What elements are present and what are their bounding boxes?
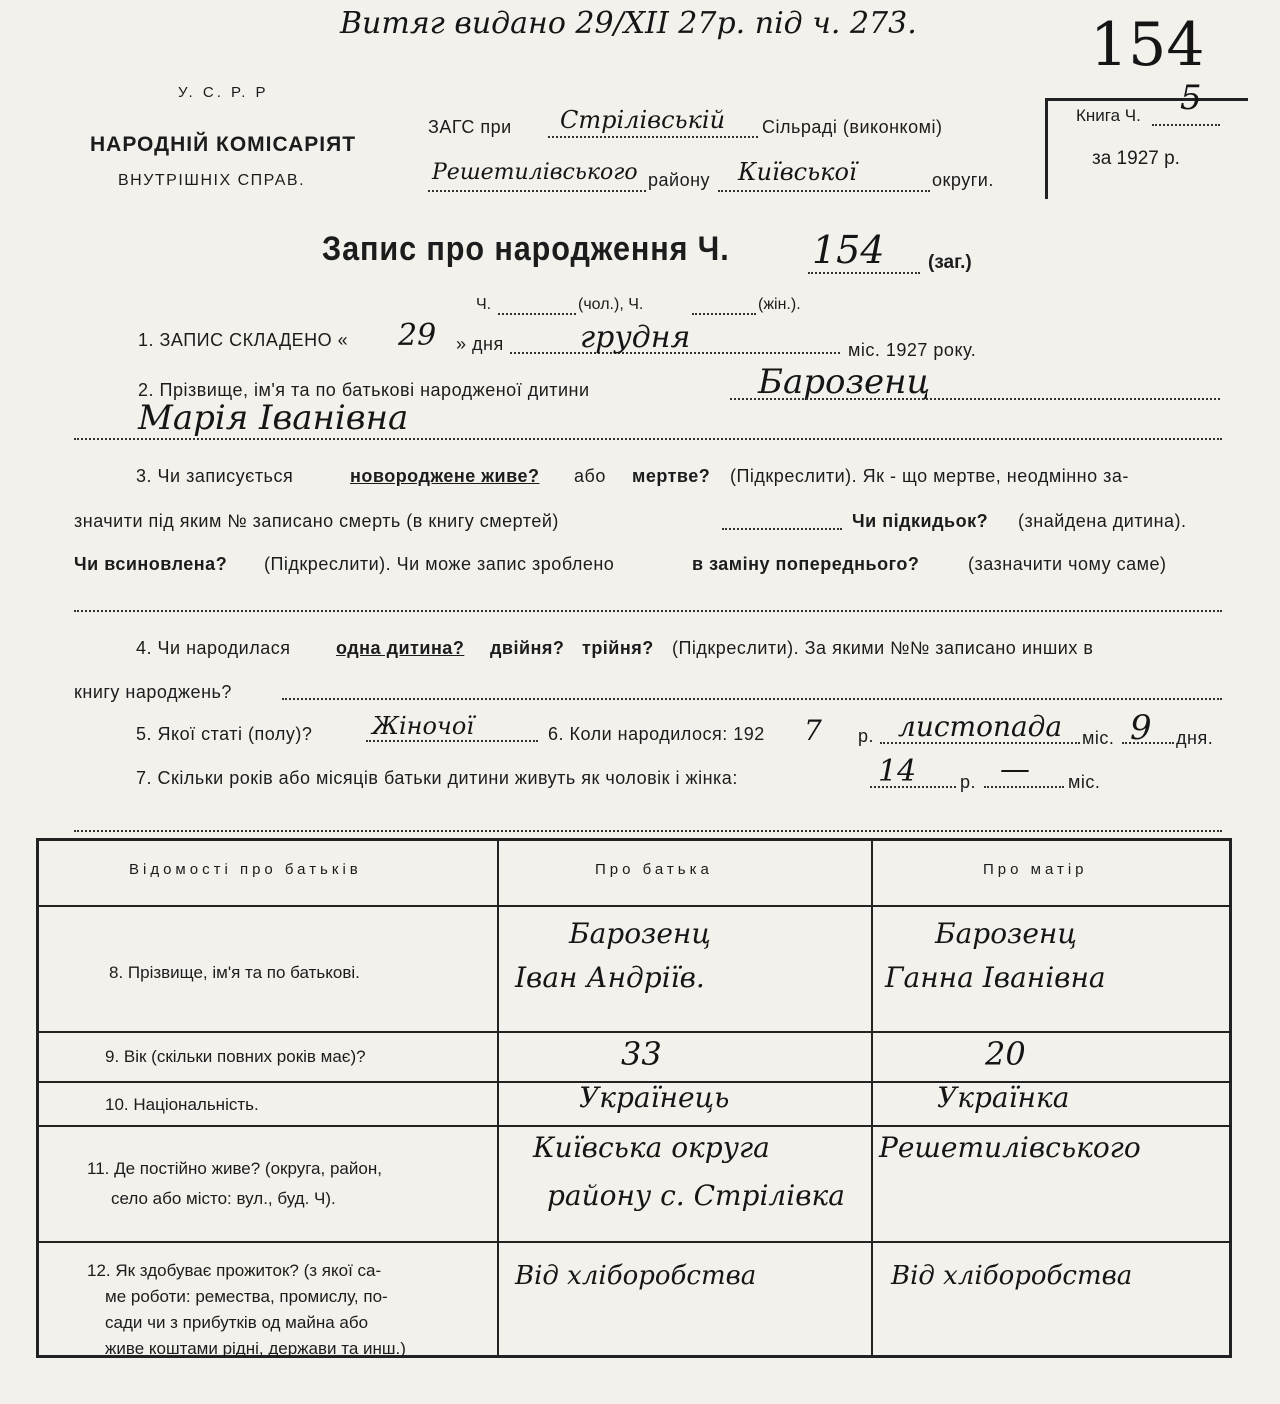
zags-district-line bbox=[428, 190, 646, 192]
row11-label-line2: село або місто: вул., буд. Ч). bbox=[111, 1189, 336, 1208]
item6-year: 7 bbox=[804, 714, 822, 747]
item7-line2-dots bbox=[74, 830, 1222, 832]
row10-father: Українець bbox=[579, 1081, 730, 1114]
row12-label-line3: сади чи з прибутків од майна або bbox=[105, 1313, 369, 1332]
record-sub-line-1 bbox=[498, 313, 576, 315]
row10-mother: Українка bbox=[937, 1081, 1070, 1114]
row8-mother-name: Ганна Іванівна bbox=[885, 961, 1106, 994]
zags-okrug-label: округи. bbox=[932, 170, 994, 190]
zags-village-line bbox=[548, 136, 758, 138]
item5-label: 5. Якої статі (полу)? bbox=[136, 724, 313, 744]
row10-label: 10. Національність. bbox=[105, 1095, 259, 1114]
row12-label-line2: ме роботи: ремества, промислу, по- bbox=[105, 1287, 388, 1306]
row12-label-line4: живе коштами рідні, держави та инш.) bbox=[105, 1339, 406, 1358]
row11-label-line1: 11. Де постійно живе? (округа, район, bbox=[87, 1159, 382, 1178]
item7-years-dots bbox=[870, 786, 956, 788]
row8-mother-surname: Барозенц bbox=[935, 917, 1077, 950]
item4-line2: книгу народжень? bbox=[74, 682, 232, 702]
item6-month: листопада bbox=[898, 710, 1063, 743]
item3-line1-b: новороджене живе? bbox=[350, 466, 540, 486]
item1-prefix: 1. ЗАПИС СКЛАДЕНО « bbox=[138, 330, 349, 350]
item6-mis: міс. bbox=[1082, 728, 1115, 748]
item7-r: р. bbox=[960, 772, 977, 792]
item1-month: грудня bbox=[580, 320, 691, 355]
item3-line1-d: мертве? bbox=[632, 466, 711, 486]
item2-name: Марія Іванівна bbox=[138, 398, 409, 438]
item3-line1-c: або bbox=[574, 466, 606, 486]
item3-line3-d: (зазначити чому саме) bbox=[968, 554, 1167, 574]
table-col-divider-2 bbox=[871, 841, 873, 1355]
item3-line1-a: 3. Чи записується bbox=[136, 466, 294, 486]
table-header-mother: Про матір bbox=[983, 861, 1088, 878]
item1-day-suffix: » дня bbox=[456, 334, 504, 354]
item2-surname: Барозенц bbox=[758, 362, 931, 402]
table-row-divider-1 bbox=[39, 905, 1229, 907]
row9-label: 9. Вік (скільки повних років має)? bbox=[105, 1047, 366, 1066]
row11-mother-line1: Решетилівського bbox=[879, 1131, 1141, 1164]
table-header-info: Відомості про батьків bbox=[129, 861, 362, 878]
item4-line1-c: двійня? bbox=[490, 638, 565, 658]
item3-line2-b: Чи підкидьок? bbox=[852, 511, 989, 531]
item3-line4-dots bbox=[74, 610, 1222, 612]
item6-r: р. bbox=[858, 726, 875, 746]
item7-mis: міс. bbox=[1068, 772, 1101, 792]
zags-district: Решетилівського bbox=[432, 160, 638, 185]
item3-line3-b: (Підкреслити). Чи може запис зроблено bbox=[264, 554, 615, 574]
item1-day: 29 bbox=[398, 318, 437, 353]
record-sub-male: (чол.), Ч. bbox=[578, 296, 644, 313]
row11-father: Київська округа bbox=[533, 1131, 770, 1164]
header-commissariat: НАРОДНІЙ КОМІСАРІЯТ bbox=[90, 133, 357, 156]
item1-suffix: міс. 1927 року. bbox=[848, 340, 977, 360]
book-number-line bbox=[1152, 124, 1220, 126]
table-row-divider-2 bbox=[39, 1031, 1229, 1033]
item7-label: 7. Скільки років або місяців батьки дитини живуть як чоловік і жінка: bbox=[136, 768, 738, 788]
item4-line1-e: (Підкреслити). За якими №№ записано инших в bbox=[672, 638, 1094, 658]
item3-line2-c: (знайдена дитина). bbox=[1018, 511, 1187, 531]
zags-council-label: Сільраді (виконкомі) bbox=[762, 117, 943, 137]
header-internal-affairs: ВНУТРІШНІХ СПРАВ. bbox=[118, 172, 306, 189]
record-title: Запис про народження Ч. bbox=[322, 230, 730, 268]
item2-line-2 bbox=[74, 438, 1222, 440]
record-sub-ch: Ч. bbox=[476, 296, 492, 313]
record-number-line bbox=[808, 272, 920, 274]
row12-mother: Від хліборобства bbox=[891, 1261, 1133, 1291]
item6-label: 6. Коли народилося: 192 bbox=[548, 724, 765, 744]
book-year: за 1927 р. bbox=[1092, 148, 1180, 169]
item4-line2-dots bbox=[282, 698, 1222, 700]
item3-line1-e: (Підкреслити). Як - що мертве, неодмінно за- bbox=[730, 466, 1129, 486]
item6-day-dots bbox=[1122, 742, 1174, 744]
book-label: Книга Ч. bbox=[1076, 106, 1141, 125]
item6-day: 9 bbox=[1130, 708, 1152, 748]
item6-dnya: дня. bbox=[1176, 728, 1214, 748]
record-suffix: (заг.) bbox=[928, 252, 972, 273]
row9-father: 33 bbox=[621, 1035, 662, 1073]
parents-table bbox=[36, 838, 1232, 1358]
item4-line1-d: трійня? bbox=[582, 638, 654, 658]
item5-dots bbox=[366, 740, 538, 742]
table-row-divider-4 bbox=[39, 1125, 1229, 1127]
row9-mother: 20 bbox=[985, 1035, 1026, 1073]
table-header-father: Про батька bbox=[595, 861, 713, 878]
record-sub-female: (жін.). bbox=[758, 296, 801, 313]
record-sub-line-2 bbox=[692, 313, 756, 315]
row8-father-surname: Барозенц bbox=[569, 917, 711, 950]
row11-mother-line2: району с. Стрілівка bbox=[547, 1179, 845, 1212]
zags-okrug-line bbox=[718, 190, 930, 192]
item3-line2-dots bbox=[722, 528, 842, 530]
item3-line2-a: значити під яким № записано смерть (в книгу смертей) bbox=[74, 511, 559, 531]
zags-village: Стрілівській bbox=[560, 106, 726, 134]
table-row-divider-5 bbox=[39, 1241, 1229, 1243]
item2-line-1 bbox=[730, 398, 1220, 400]
item6-month-dots bbox=[880, 742, 1080, 744]
item4-line1-b: одна дитина? bbox=[336, 638, 465, 658]
row12-father: Від хліборобства bbox=[515, 1261, 757, 1291]
record-number: 154 bbox=[812, 228, 885, 272]
item7-months: — bbox=[1000, 752, 1030, 787]
row8-label: 8. Прізвище, ім'я та по батькові. bbox=[109, 963, 360, 982]
table-col-divider-1 bbox=[497, 841, 499, 1355]
header-ussr: У. С. Р. Р bbox=[178, 84, 269, 101]
item7-years: 14 bbox=[878, 754, 917, 789]
row12-label-line1: 12. Як здобуває прожиток? (з якої са- bbox=[87, 1261, 382, 1280]
item7-months-dots bbox=[984, 786, 1064, 788]
stamp-number: 154 bbox=[1090, 10, 1205, 80]
row8-father-name: Іван Андріїв. bbox=[515, 961, 705, 994]
zags-district-label: району bbox=[648, 170, 711, 190]
item3-line3-a: Чи всиновлена? bbox=[74, 554, 228, 574]
zags-okrug: Київської bbox=[738, 158, 857, 186]
zags-prefix: ЗАГС при bbox=[428, 117, 512, 137]
item2-label: 2. Прізвище, ім'я та по батькові народженої дитини bbox=[138, 380, 590, 400]
item5-value: Жіночої bbox=[372, 712, 474, 740]
item4-line1-a: 4. Чи народилася bbox=[136, 638, 291, 658]
top-handwritten-note: Витяг видано 29/XII 27р. під ч. 273. bbox=[340, 6, 917, 41]
item3-line3-c: в заміну попереднього? bbox=[692, 554, 920, 574]
book-number: 5 bbox=[1180, 78, 1202, 118]
